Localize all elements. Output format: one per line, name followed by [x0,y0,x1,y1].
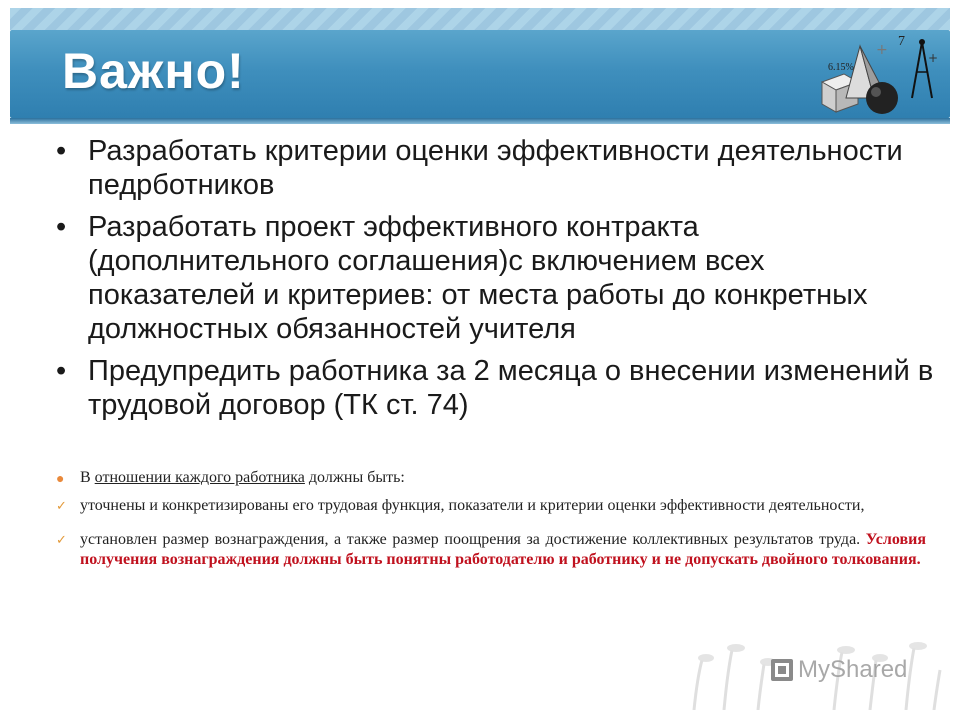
bullet-item [56,210,936,346]
main-bullet-list [56,134,936,422]
myshared-logo-icon [770,658,794,682]
requirements-block [56,468,926,584]
geometry-illustration-icon [816,32,946,118]
illustration-number-label: 7 [898,34,905,49]
requirements-intro [56,468,926,488]
intro-underlined: отношении каждого работника [94,469,305,486]
intro-suffix: должны быть: [304,469,405,486]
slide-header [0,0,960,120]
intro-prefix: В [80,469,95,486]
main-content [56,134,936,430]
checklist-text: установлен размер вознаграждения, а также размер поощрения за достижение коллективных результатов труда. [80,531,866,548]
bullet-text: Разработать критерии оценки эффективности деятельности педрботников [88,135,903,201]
bullet-text: Предупредить работника за 2 месяца о внесении изменений в трудовой договор (ТК ст. 74) [88,355,934,421]
checkmark-icon: ✓ [56,532,67,547]
bullet-dot-icon: • [56,355,67,387]
illustration-percent-label: 6.15% [828,62,854,73]
bullet-item [56,354,936,422]
checklist-item [56,530,926,570]
orange-dot-icon: ● [56,472,65,487]
checkmark-icon: ✓ [56,498,67,513]
svg-text:+: + [876,42,888,58]
bullet-dot-icon: • [56,135,67,167]
highlighted-condition: Условия получения вознаграждения должны быть понятны работодателю и работнику и не допускать двойного толкования. [80,531,926,568]
bullet-dot-icon: • [56,211,67,243]
watermark-label: MyShared [798,656,908,683]
bullet-item [56,134,936,202]
svg-text:+: + [928,51,939,65]
slide-title: Важно! [62,43,245,99]
bullet-text: Разработать проект эффективного контракта (дополнительного соглашения)с включением всех показателей и критериев: от места работы до конкретных должностных обязанностей учителя [88,211,868,345]
checklist-item [56,496,926,516]
checklist-text: уточнены и конкретизированы его трудовая функция, показатели и критерии оценки эффективности деятельности, [80,497,865,514]
